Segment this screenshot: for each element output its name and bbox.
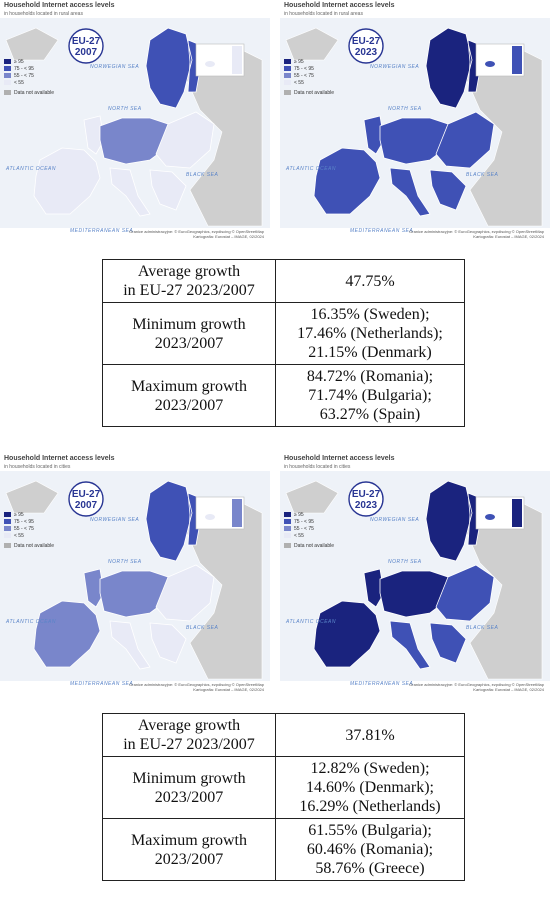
sea-label: NORWEGIAN SEA (90, 517, 140, 523)
legend-entry (284, 511, 334, 518)
legend-label: 55 - < 75 (14, 72, 34, 79)
metric-label-line: Minimum growth (132, 315, 246, 333)
legend-label: Data not available (14, 542, 55, 549)
metric-label-line: 2023/2007 (154, 334, 224, 352)
metric-value-line: 58.76% (Greece) (315, 860, 425, 877)
sea-label: ATLANTIC OCEAN (6, 619, 56, 625)
table-body (103, 714, 465, 881)
legend-entry (4, 525, 54, 532)
table-body (103, 260, 465, 427)
badge-region-label: EU-27 (71, 489, 101, 500)
map-title: Household Internet access levels (4, 455, 115, 462)
legend-swatch (4, 526, 11, 531)
sea-label: MEDITERRANEAN SEA (350, 228, 414, 234)
sea-label: ATLANTIC OCEAN (286, 619, 336, 625)
metric-value-line: 16.35% (Sweden); (310, 306, 430, 323)
map-panel (280, 453, 550, 696)
metric-value-cell (276, 819, 465, 881)
europe-map (0, 0, 270, 243)
metric-label-line: 2023/2007 (154, 396, 224, 414)
legend-swatch (4, 90, 11, 95)
metric-label-line: in EU-27 2023/2007 (123, 282, 255, 299)
island-shape (205, 61, 215, 67)
map-credits (129, 229, 264, 239)
sea-label: ATLANTIC OCEAN (286, 166, 336, 172)
island-shape (485, 61, 495, 67)
legend-entry (4, 65, 54, 72)
sea-label: ATLANTIC OCEAN (6, 166, 56, 172)
table-row (103, 714, 465, 757)
legend-swatch (284, 526, 291, 531)
legend-swatch (284, 66, 291, 71)
legend-entry (284, 58, 334, 65)
legend-label: ≥ 95 (14, 511, 24, 518)
metric-value-cell (276, 365, 465, 427)
metric-label-line: Average growth (137, 263, 241, 280)
legend-label: 55 - < 75 (14, 525, 34, 532)
legend-label: 75 - < 95 (294, 65, 314, 72)
credit-line: Kartografia: Eurostat – IMAGE, 02/2024 (473, 234, 544, 239)
legend-label: < 55 (294, 79, 304, 86)
credit-line: Granice administracyjne: © EuroGeographics, ezpdiscing © OpenStreetMap (129, 682, 264, 687)
legend-swatch (4, 73, 11, 78)
map-legend (4, 511, 54, 549)
map-panel (0, 0, 270, 243)
inset-island-strip (232, 499, 242, 527)
map-subtitle: in households located in cities (4, 464, 71, 470)
badge-year-label: 2023 (354, 47, 378, 58)
map-credits (129, 682, 264, 692)
metric-value-line: 84.72% (Romania); (306, 368, 434, 385)
legend-swatch (284, 90, 291, 95)
metric-value-cell (276, 303, 465, 365)
credit-line: Granice administracyjne: © EuroGeographics, ezpdiscing © OpenStreetMap (409, 682, 544, 687)
legend-entry (284, 518, 334, 525)
sea-label: NORTH SEA (388, 559, 422, 565)
sea-label: NORTH SEA (388, 106, 422, 112)
metric-value-line: 61.55% (Bulgaria); (308, 822, 432, 839)
legend-label: Data not available (294, 89, 335, 96)
sea-label: NORTH SEA (108, 106, 142, 112)
legend-entry (4, 542, 54, 549)
metric-label-cell (103, 757, 276, 819)
badge-year-label: 2007 (74, 500, 98, 511)
badge-year-label: 2007 (74, 47, 98, 58)
sea-label: MEDITERRANEAN SEA (70, 681, 134, 687)
sea-label: BLACK SEA (186, 625, 219, 631)
sea-label: BLACK SEA (466, 625, 499, 631)
map-title: Household Internet access levels (284, 2, 395, 9)
badge-region-label: EU-27 (351, 489, 381, 500)
map-panel (0, 453, 270, 696)
legend-swatch (284, 533, 291, 538)
growth-table-rural (102, 259, 465, 427)
map-subtitle: in households located in rural areas (284, 11, 363, 17)
europe-map (280, 0, 550, 243)
inset-island-strip (232, 46, 242, 74)
legend-label: < 55 (14, 79, 24, 86)
metric-label-line: Maximum growth (131, 377, 247, 395)
metric-label-cell (103, 260, 276, 303)
credit-line: Kartografia: Eurostat – IMAGE, 02/2024 (193, 234, 264, 239)
legend-label: 75 - < 95 (294, 518, 314, 525)
legend-label: Data not available (294, 542, 335, 549)
table-row (103, 819, 465, 881)
legend-entry (284, 65, 334, 72)
map-credits (409, 229, 544, 239)
metric-value-line: 63.27% (Spain) (319, 406, 421, 423)
sea-label: NORTH SEA (108, 559, 142, 565)
metric-label-line: Maximum growth (131, 831, 247, 849)
map-credits (409, 682, 544, 692)
metric-label-line: 2023/2007 (154, 788, 224, 806)
credit-line: Granice administracyjne: © EuroGeographics, ezpdiscing © OpenStreetMap (129, 229, 264, 234)
legend-entry (284, 542, 334, 549)
metric-label-line: Average growth (137, 717, 241, 734)
metric-value-line: 14.60% (Denmark); (306, 779, 434, 796)
legend-entry (284, 525, 334, 532)
metric-value-line: 12.82% (Sweden); (310, 760, 430, 777)
metric-label-line: 2023/2007 (154, 850, 224, 868)
metric-value-line: 21.15% (Denmark) (308, 344, 432, 361)
legend-entry (4, 532, 54, 539)
metric-value-cell (276, 757, 465, 819)
metric-label-cell (103, 819, 276, 881)
metric-label-cell (103, 303, 276, 365)
legend-swatch (284, 543, 291, 548)
legend-entry (4, 72, 54, 79)
metric-value-line: 60.46% (Romania); (306, 841, 434, 858)
credit-line: Kartografia: Eurostat – IMAGE, 02/2024 (473, 687, 544, 692)
europe-map (280, 453, 550, 696)
legend-swatch (284, 512, 291, 517)
metric-value-line: 17.46% (Netherlands); (297, 325, 443, 342)
legend-swatch (4, 66, 11, 71)
legend-swatch (4, 519, 11, 524)
map-legend (284, 511, 334, 549)
metric-label-line: in EU-27 2023/2007 (123, 736, 255, 753)
legend-label: ≥ 95 (294, 511, 304, 518)
sea-label: NORWEGIAN SEA (90, 64, 140, 70)
credit-line: Granice administracyjne: © EuroGeographics, ezpdiscing © OpenStreetMap (409, 229, 544, 234)
metric-value-line: 37.81% (345, 726, 395, 744)
metric-value-cell (276, 714, 465, 757)
map-title: Household Internet access levels (4, 2, 115, 9)
legend-swatch (284, 80, 291, 85)
sea-label: MEDITERRANEAN SEA (350, 681, 414, 687)
metric-label-cell (103, 714, 276, 757)
metric-value-line: 47.75% (345, 272, 395, 290)
legend-entry (284, 79, 334, 86)
map-legend (284, 58, 334, 96)
sea-label: BLACK SEA (466, 172, 499, 178)
badge-year-label: 2023 (354, 500, 378, 511)
legend-entry (284, 89, 334, 96)
legend-swatch (4, 59, 11, 64)
legend-label: < 55 (14, 532, 24, 539)
legend-swatch (4, 80, 11, 85)
legend-label: < 55 (294, 532, 304, 539)
sea-label: BLACK SEA (186, 172, 219, 178)
legend-label: 55 - < 75 (294, 525, 314, 532)
metric-label-line: Minimum growth (132, 769, 246, 787)
island-shape (485, 514, 495, 520)
inset-island-strip (512, 499, 522, 527)
legend-label: 75 - < 95 (14, 518, 34, 525)
legend-swatch (284, 519, 291, 524)
map-panel (280, 0, 550, 243)
legend-label: Data not available (14, 89, 55, 96)
legend-entry (4, 89, 54, 96)
table-row (103, 365, 465, 427)
growth-table-cities (102, 713, 465, 881)
metric-label-cell (103, 365, 276, 427)
island-shape (205, 514, 215, 520)
legend-swatch (284, 59, 291, 64)
legend-entry (4, 518, 54, 525)
europe-map (0, 453, 270, 696)
badge-region-label: EU-27 (71, 36, 101, 47)
legend-label: ≥ 95 (14, 58, 24, 65)
legend-swatch (4, 512, 11, 517)
table-row (103, 303, 465, 365)
credit-line: Kartografia: Eurostat – IMAGE, 02/2024 (193, 687, 264, 692)
metric-value-cell (276, 260, 465, 303)
legend-swatch (4, 533, 11, 538)
legend-entry (4, 511, 54, 518)
legend-entry (284, 72, 334, 79)
metric-value-line: 71.74% (Bulgaria); (308, 387, 432, 404)
legend-entry (4, 58, 54, 65)
sea-label: NORWEGIAN SEA (370, 64, 420, 70)
legend-label: ≥ 95 (294, 58, 304, 65)
legend-swatch (4, 543, 11, 548)
table-row (103, 260, 465, 303)
table-row (103, 757, 465, 819)
legend-label: 55 - < 75 (294, 72, 314, 79)
sea-label: NORWEGIAN SEA (370, 517, 420, 523)
sea-label: MEDITERRANEAN SEA (70, 228, 134, 234)
map-subtitle: in households located in rural areas (4, 11, 83, 17)
map-title: Household Internet access levels (284, 455, 395, 462)
legend-swatch (284, 73, 291, 78)
map-subtitle: in households located in cities (284, 464, 351, 470)
metric-value-line: 16.29% (Netherlands) (299, 798, 441, 815)
legend-label: 75 - < 95 (14, 65, 34, 72)
badge-region-label: EU-27 (351, 36, 381, 47)
map-legend (4, 58, 54, 96)
legend-entry (4, 79, 54, 86)
inset-island-strip (512, 46, 522, 74)
legend-entry (284, 532, 334, 539)
